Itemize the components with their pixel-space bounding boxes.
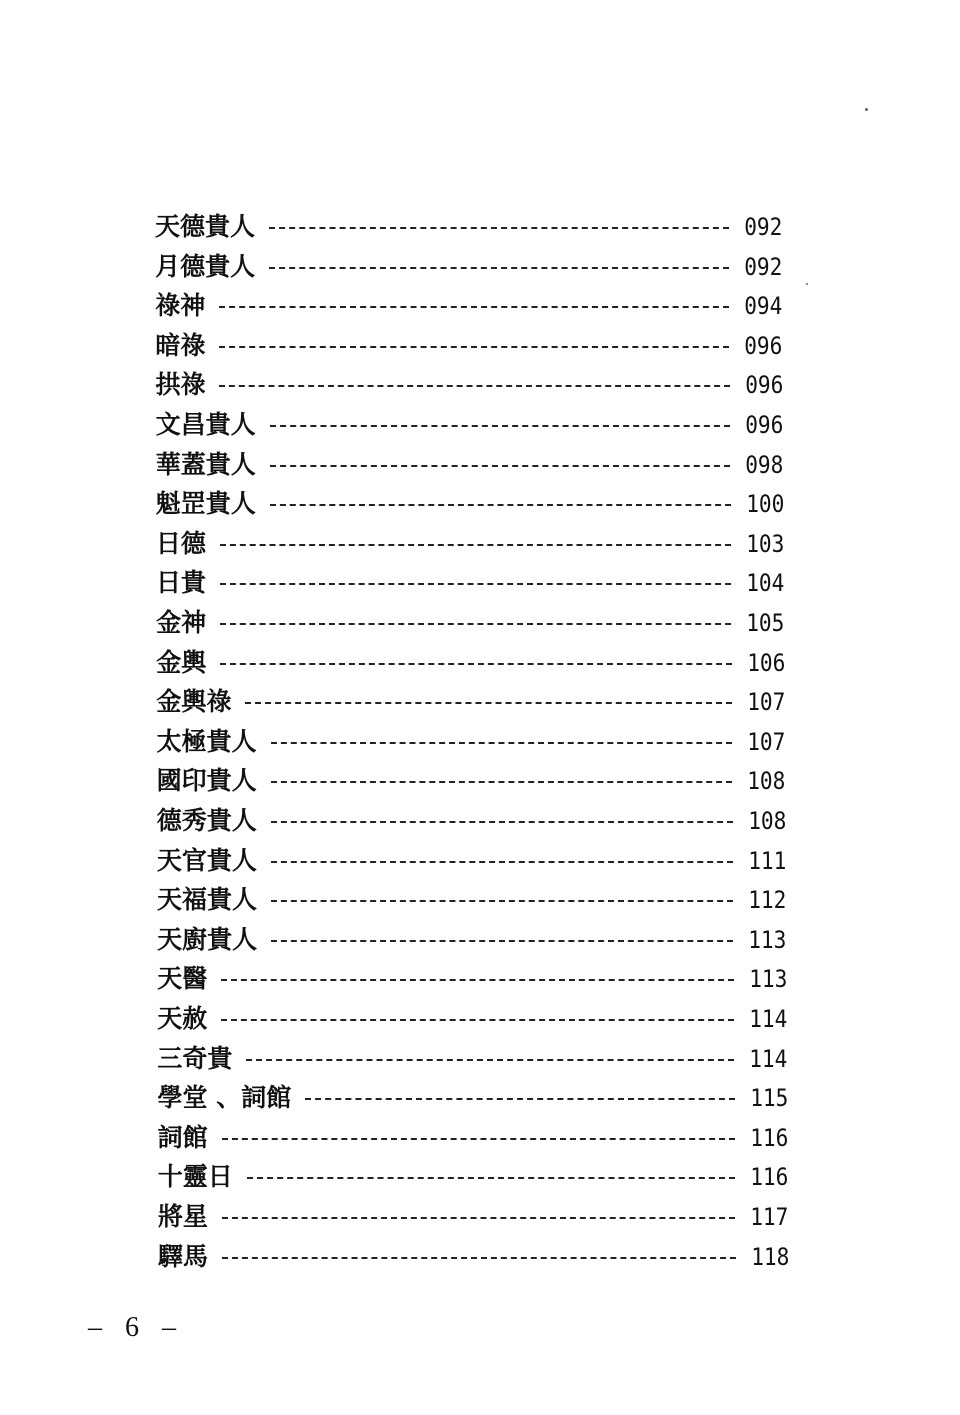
- toc-entry: [156, 563, 784, 603]
- toc-dot-leader: [271, 898, 733, 902]
- toc-entry-title: 拱祿: [155, 370, 206, 400]
- toc-entry: [157, 722, 786, 762]
- toc-dot-leader: [271, 819, 733, 823]
- toc-entry-title: 學堂 、詞館: [157, 1083, 292, 1113]
- toc-dot-leader: [247, 1175, 735, 1179]
- toc-entry-title: 十靈日: [157, 1162, 233, 1192]
- toc-entry-title: 華蓋貴人: [155, 449, 256, 479]
- toc-dot-leader: [221, 977, 734, 981]
- toc-dot-leader: [222, 1215, 735, 1219]
- toc-dot-leader: [222, 1136, 735, 1140]
- toc-entry: [158, 1118, 789, 1158]
- toc-entry-page-number: 096: [744, 331, 783, 360]
- toc-dot-leader: [269, 225, 729, 229]
- toc-entry: [158, 1197, 789, 1237]
- toc-entry-page-number: 108: [747, 807, 787, 835]
- toc-dot-leader: [271, 859, 733, 863]
- toc-entry-page-number: 115: [749, 1084, 788, 1113]
- toc-entry-page-number: 111: [748, 846, 787, 875]
- toc-entry: [157, 880, 787, 920]
- toc-dot-leader: [220, 581, 731, 585]
- toc-entry-title: 金輿祿: [156, 687, 232, 717]
- toc-dot-leader: [220, 621, 731, 625]
- toc-dot-leader: [219, 344, 729, 348]
- toc-dot-leader: [219, 304, 729, 308]
- toc-entry-page-number: 104: [746, 569, 785, 598]
- toc-entry-page-number: 096: [745, 411, 784, 439]
- toc-entry-title: 天官貴人: [156, 845, 257, 875]
- toc-entry: [156, 484, 784, 524]
- toc-dot-leader: [271, 740, 733, 744]
- toc-entry-page-number: 112: [748, 886, 787, 915]
- toc-entry-page-number: 113: [748, 965, 788, 994]
- toc-entry-page-number: 103: [745, 529, 785, 558]
- toc-entry: [155, 286, 782, 326]
- toc-entry-title: 祿神: [155, 291, 206, 321]
- toc-entry: [156, 643, 785, 683]
- toc-entry: [155, 326, 782, 366]
- toc-entry-page-number: 114: [749, 1044, 788, 1073]
- toc-entry-title: 將星: [157, 1202, 208, 1231]
- toc-entry: [156, 682, 785, 722]
- toc-dot-leader: [222, 1255, 736, 1259]
- toc-dot-leader: [220, 661, 731, 665]
- toc-dot-leader: [270, 423, 730, 427]
- toc-dot-leader: [269, 265, 729, 269]
- toc-entry-title: 驛馬: [158, 1241, 209, 1271]
- toc-dot-leader: [270, 502, 731, 506]
- toc-entry-page-number: 107: [747, 688, 786, 717]
- toc-entry-title: 月德貴人: [155, 251, 256, 281]
- toc-entry-title: 德秀貴人: [156, 806, 257, 835]
- toc-entry: [156, 405, 784, 445]
- toc-entry-title: 三奇貴: [157, 1043, 233, 1073]
- toc-entry-title: 天醫: [157, 964, 208, 994]
- toc-entry-title: 暗祿: [155, 330, 206, 360]
- toc-dot-leader: [271, 938, 733, 942]
- scan-speck: [806, 283, 808, 285]
- toc-dot-leader: [246, 1057, 734, 1061]
- toc-entry-page-number: 092: [743, 213, 782, 241]
- toc-entry-page-number: 117: [750, 1203, 789, 1231]
- toc-entry: [157, 761, 786, 801]
- toc-entry-title: 日貴: [156, 568, 207, 598]
- toc-entry: [158, 1157, 789, 1197]
- scan-speck: [865, 108, 868, 111]
- toc-entry: [157, 801, 786, 841]
- toc-entry-page-number: 116: [750, 1123, 789, 1152]
- toc-entry: [155, 207, 782, 247]
- toc-entry-page-number: 094: [744, 292, 783, 321]
- toc-entry: [157, 920, 787, 960]
- toc-entry: [155, 247, 782, 287]
- toc-entry-title: 天福貴人: [156, 885, 257, 915]
- toc-entry-title: 國印貴人: [156, 766, 257, 796]
- toc-entry-page-number: 105: [746, 609, 785, 637]
- page-number: – 6 –: [88, 1312, 184, 1343]
- toc-entry-page-number: 092: [744, 252, 783, 281]
- toc-entry: [157, 999, 787, 1039]
- toc-dot-leader: [245, 700, 731, 704]
- toc-entry: [157, 841, 786, 881]
- toc-entry-title: 詞館: [157, 1122, 208, 1152]
- toc-entry-page-number: 096: [744, 371, 784, 400]
- toc-entry: [157, 959, 787, 999]
- toc-entry-page-number: 118: [750, 1242, 789, 1271]
- toc-dot-leader: [221, 1017, 734, 1021]
- toc-entry-page-number: 107: [747, 727, 786, 756]
- toc-entry-title: 天赦: [157, 1004, 208, 1033]
- toc-dot-leader: [219, 383, 729, 387]
- toc-entry-page-number: 108: [747, 767, 786, 796]
- toc-dot-leader: [271, 779, 733, 783]
- toc-entry-page-number: 116: [750, 1163, 789, 1192]
- toc-entry-title: 金輿: [156, 647, 207, 677]
- toc-entry-title: 太極貴人: [156, 726, 257, 756]
- toc-entry-title: 天廚貴人: [157, 924, 258, 954]
- toc-entry: [157, 1039, 787, 1079]
- toc-entry: [156, 524, 784, 564]
- toc-entry-page-number: 098: [745, 450, 784, 479]
- toc-entry-title: 魁罡貴人: [155, 489, 256, 519]
- toc-dot-leader: [220, 542, 731, 546]
- toc-entry: [155, 365, 783, 405]
- toc-entry-page-number: 113: [748, 925, 787, 954]
- toc-entry: [158, 1078, 788, 1118]
- toc-entry-title: 天德貴人: [155, 212, 256, 241]
- toc-entry-title: 日德: [155, 528, 206, 558]
- toc-dot-leader: [270, 463, 731, 467]
- toc-dot-leader: [305, 1096, 734, 1100]
- toc-entry-title: 文昌貴人: [155, 410, 256, 439]
- toc-entry: [156, 445, 784, 485]
- toc-entry-title: 金神: [156, 608, 207, 637]
- toc-entry-page-number: 106: [746, 648, 785, 677]
- toc-entry: [156, 603, 785, 643]
- toc-entry-page-number: 114: [749, 1005, 788, 1033]
- toc-entry-page-number: 100: [745, 490, 784, 519]
- toc-entry: [158, 1237, 789, 1277]
